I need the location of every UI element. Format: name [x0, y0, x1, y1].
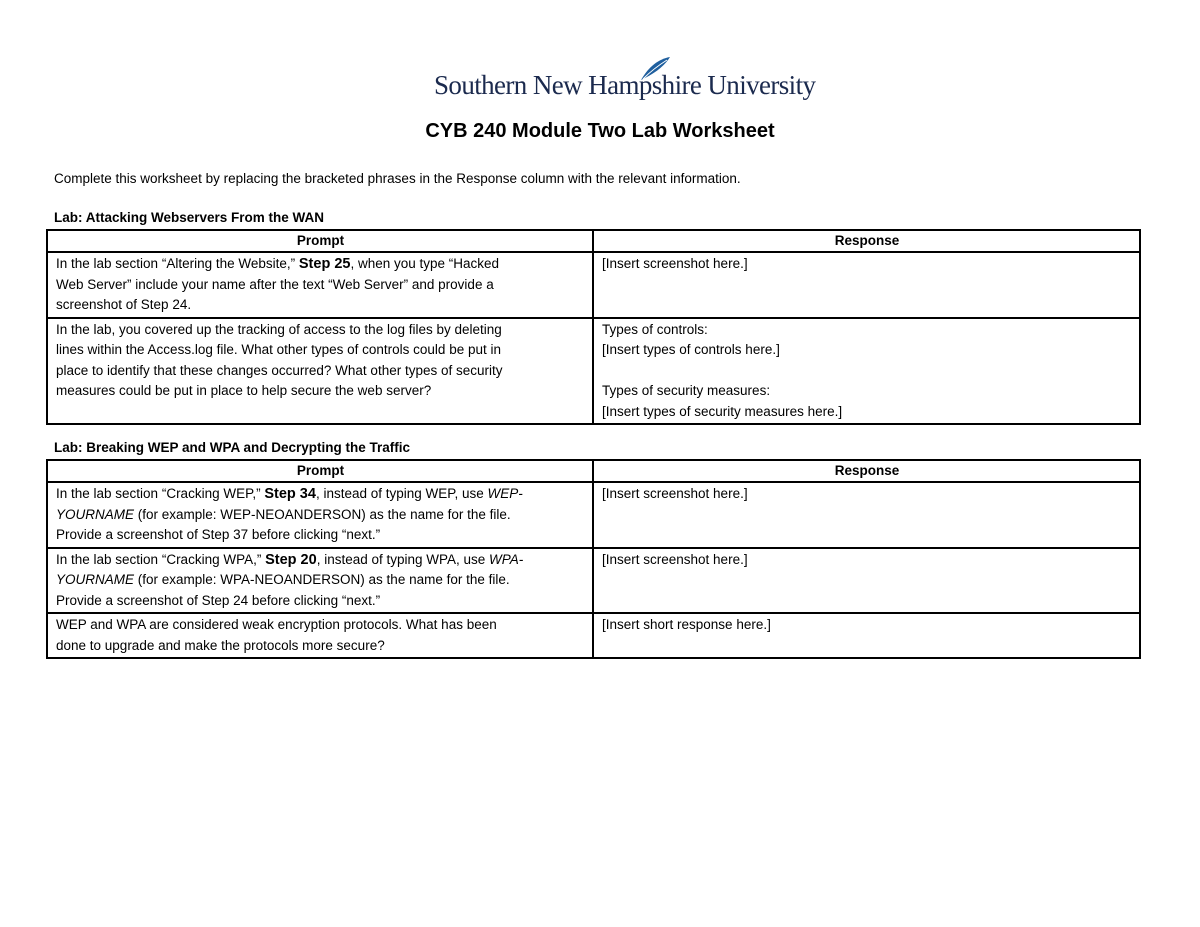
prompt-cell — [47, 252, 593, 318]
prompt-line: screenshot of Step 24. — [56, 297, 192, 312]
page-title: CYB 240 Module Two Lab Worksheet — [425, 120, 775, 142]
step-reference: Step 25 — [298, 256, 351, 272]
filename-example: WEP- — [487, 486, 523, 501]
prompt-line: done to upgrade and make the protocols more secure? — [56, 637, 385, 653]
prompt-text: , when you type “Hacked — [350, 256, 500, 271]
prompt-line: place to identify that these changes occurred? What other types of security — [56, 362, 503, 378]
filename-example: YOURNAME — [56, 572, 135, 587]
prompt-text: (for example: WPA-NEOANDERSON) as the name for the file. — [134, 572, 510, 587]
table-row — [47, 482, 1140, 548]
wep-wpa-table — [46, 459, 1141, 659]
column-header-prompt: Prompt — [47, 230, 593, 252]
response-label: Types of controls: — [602, 321, 708, 337]
prompt-line — [56, 570, 585, 591]
response-placeholder[interactable]: [Insert short response here.] — [602, 617, 771, 632]
table-row — [47, 613, 1140, 658]
prompt-line — [56, 550, 585, 571]
table-row — [47, 318, 1140, 425]
step-reference: Step 34 — [264, 486, 316, 502]
prompt-text: In the lab section “Cracking WEP,” — [56, 486, 265, 501]
step-reference: Step 20 — [265, 551, 317, 568]
prompt-line: WEP and WPA are considered weak encryption protocols. What has been — [56, 617, 497, 632]
response-cell[interactable] — [593, 548, 1140, 614]
webservers-table — [46, 229, 1141, 425]
table-header-row — [47, 230, 1140, 252]
prompt-text: , instead of typing WEP, use — [315, 486, 488, 501]
table-row — [47, 548, 1140, 614]
prompt-line: Provide a screenshot of Step 37 before clicking “next.” — [56, 527, 381, 542]
table-header-row — [47, 460, 1140, 482]
prompt-text: In the lab section “Cracking WPA,” — [56, 551, 266, 567]
prompt-line: lines within the Access.log file. What other types of controls could be put in — [56, 342, 501, 357]
logo-wordmark: Southern New Hampshire University — [434, 70, 816, 100]
university-logo — [434, 56, 816, 106]
prompt-text: , instead of typing WPA, use — [316, 551, 490, 567]
filename-example: YOURNAME — [56, 506, 135, 522]
response-label: Types of security measures: — [602, 383, 771, 398]
column-header-response: Response — [593, 460, 1140, 482]
intro-text: Complete this worksheet by replacing the bracketed phrases in the Response column with the relevant information. — [54, 171, 741, 186]
response-cell[interactable] — [593, 252, 1140, 318]
response-cell[interactable] — [593, 613, 1140, 658]
prompt-cell — [47, 482, 593, 548]
response-placeholder[interactable]: [Insert types of security measures here.] — [602, 403, 843, 419]
response-placeholder[interactable]: [Insert screenshot here.] — [602, 551, 748, 567]
prompt-line — [56, 505, 585, 526]
section-heading-wep-wpa: Lab: Breaking WEP and WPA and Decrypting the Traffic — [54, 440, 411, 455]
prompt-line: Web Server” include your name after the text “Web Server” and provide a — [56, 276, 494, 292]
response-placeholder[interactable]: [Insert screenshot here.] — [602, 486, 748, 501]
column-header-prompt: Prompt — [47, 460, 593, 482]
prompt-cell — [47, 613, 593, 658]
prompt-line: Provide a screenshot of Step 24 before clicking “next.” — [56, 592, 381, 608]
column-header-response: Response — [593, 230, 1140, 252]
prompt-line — [56, 484, 585, 505]
section-heading-webservers: Lab: Attacking Webservers From the WAN — [54, 210, 325, 225]
blank-line — [602, 361, 1132, 382]
prompt-text: (for example: WEP-NEOANDERSON) as the name for the file. — [134, 506, 511, 522]
filename-example: WPA- — [489, 551, 524, 567]
prompt-line — [56, 254, 585, 275]
prompt-cell — [47, 548, 593, 614]
prompt-cell — [47, 318, 593, 425]
response-placeholder[interactable]: [Insert types of controls here.] — [602, 342, 780, 357]
response-cell[interactable] — [593, 482, 1140, 548]
prompt-text: In the lab section “Altering the Website,” — [56, 256, 299, 271]
response-cell[interactable] — [593, 318, 1140, 425]
table-row — [47, 252, 1140, 318]
response-placeholder[interactable]: [Insert screenshot here.] — [602, 256, 748, 271]
prompt-line: In the lab, you covered up the tracking of access to the log files by deleting — [56, 321, 502, 337]
prompt-line: measures could be put in place to help secure the web server? — [56, 383, 432, 398]
